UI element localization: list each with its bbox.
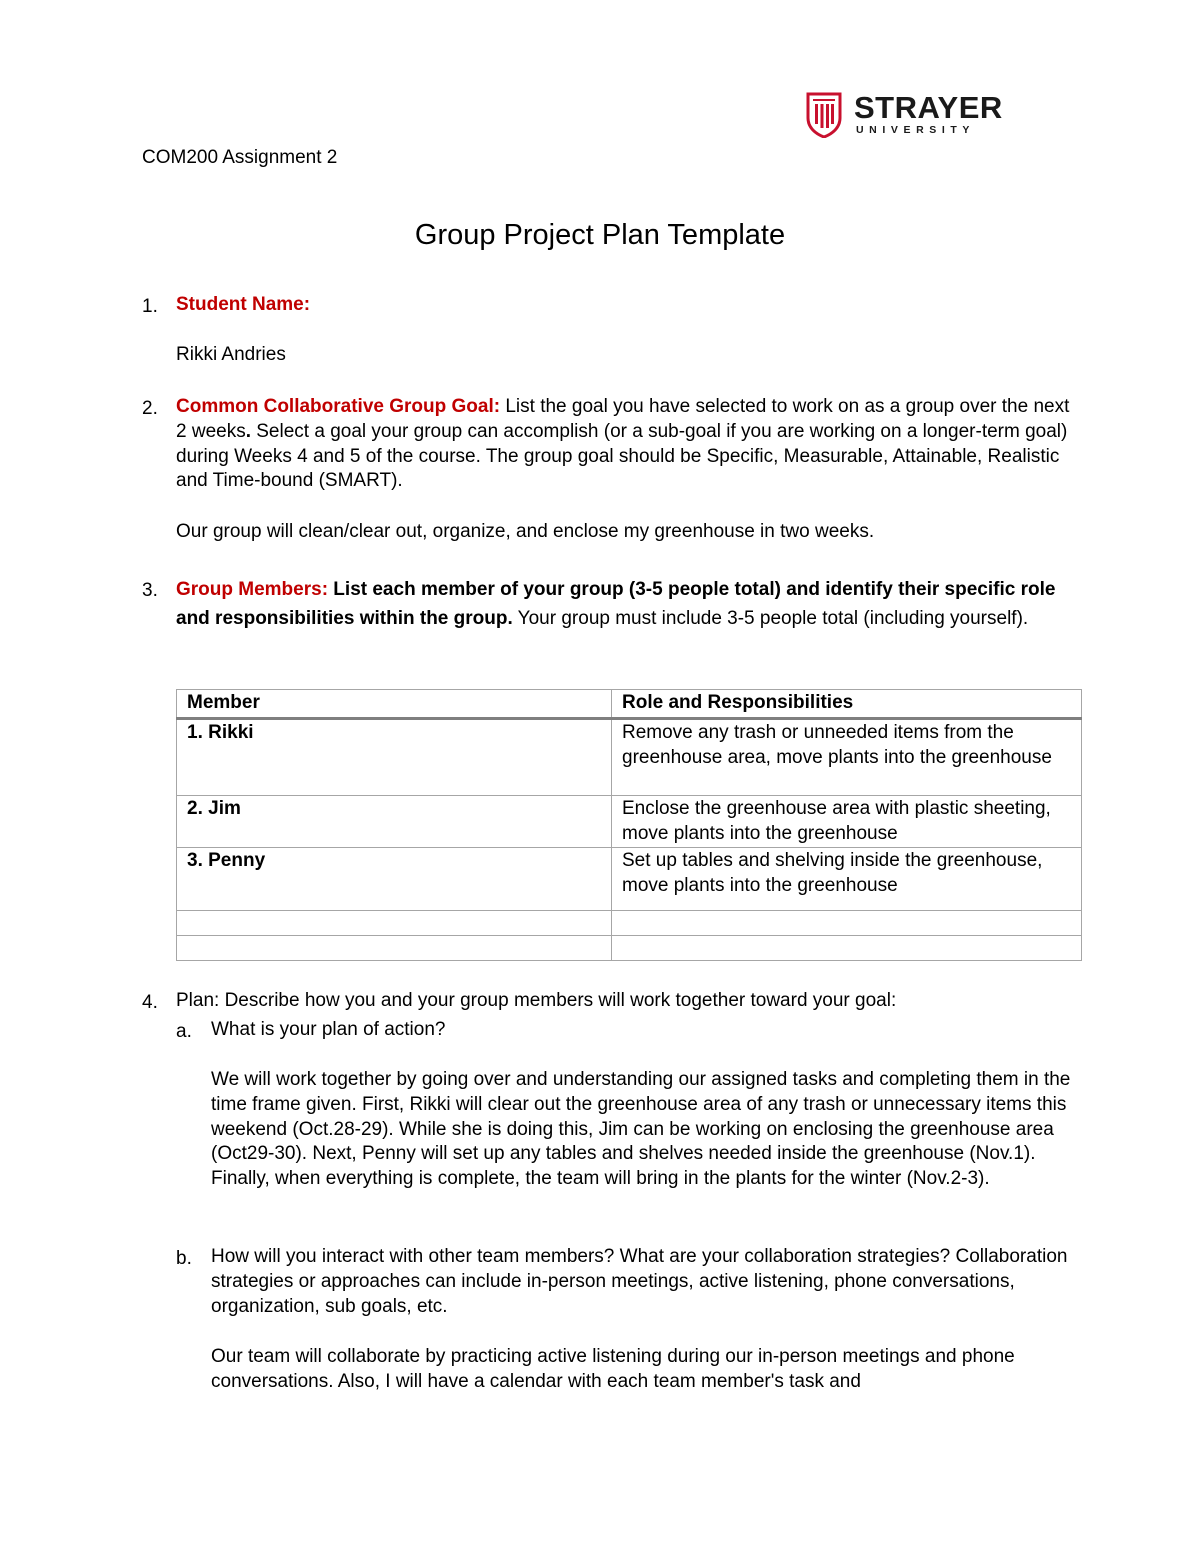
collaboration-answer: Our team will collaborate by practicing active listening during our in-person meetings and phone conversations. Also, I will have a calendar with each team member's task and xyxy=(211,1346,1015,1392)
shield-icon xyxy=(806,92,842,138)
section-2-instructions xyxy=(176,395,1076,494)
section-4-number: 4. xyxy=(142,992,158,1013)
student-name-heading: Student Name: xyxy=(176,294,311,315)
group-members-instructions: Your group must include 3-5 people total (including yourself). xyxy=(512,608,1029,629)
group-goal-heading: Common Collaborative Group Goal: xyxy=(176,396,501,417)
table-row xyxy=(177,936,1082,961)
goal-instructions-dot: . xyxy=(245,420,251,442)
section-1-heading xyxy=(176,293,1076,318)
group-members-heading: Group Members: xyxy=(176,579,329,600)
member-column-header: Member xyxy=(177,690,612,719)
member-cell: 3. Penny xyxy=(177,848,612,911)
role-cell: Remove any trash or unneeded items from the greenhouse area, move plants into the greenhouse xyxy=(612,718,1082,795)
section-2-number: 2. xyxy=(142,398,158,419)
table-row xyxy=(177,848,1082,911)
question-b-label: b. xyxy=(176,1248,192,1269)
role-cell xyxy=(612,936,1082,961)
table-row xyxy=(177,795,1082,848)
plan-of-action-answer: We will work together by going over and understanding our assigned tasks and completing them in the time frame given. First, Rikki will clear out the greenhouse area of any trash or unnecessary items this weekend (Oct.28-29). While she is doing this, Jim can be working on enclosing the greenhouse area (Oct29-30). Next, Penny will set up any tables and shelves needed inside the greenhouse (Nov.1). Finally, when everything is complete, the team will bring in the plants for the winter (Nov.2-3). xyxy=(211,1069,1071,1190)
section-3-instructions xyxy=(176,575,1076,633)
logo-name: STRAYER xyxy=(854,90,1003,125)
group-goal-answer: Our group will clean/clear out, organize, and enclose my greenhouse in two weeks. xyxy=(176,521,875,542)
table-header-row xyxy=(177,690,1082,719)
student-name-answer: Rikki Andries xyxy=(176,344,286,365)
question-b-text: How will you interact with other team members? What are your collaboration strategies? Collaboration strategies or approaches can include in-person meetings, active listening, phone conversations, organization, sub goals, etc. xyxy=(211,1246,1068,1317)
goal-instructions-2: Select a goal your group can accomplish (or a sub-goal if you are working on a longer-term goal) during Weeks 4 and 5 of the course. The group goal should be Specific, Measurable, Attainable, Realistic and Time-bound (SMART). xyxy=(176,420,1068,492)
member-cell xyxy=(177,936,612,961)
member-cell: 1. Rikki xyxy=(177,718,612,795)
goal-instructions-1: List the goal you have selected to work on as a group over the next 2 weeks xyxy=(176,396,1070,442)
role-column-header: Role and Responsibilities xyxy=(612,690,1082,719)
logo-subtitle: UNIVERSITY xyxy=(856,124,976,136)
member-cell: 2. Jim xyxy=(177,795,612,848)
table-row xyxy=(177,718,1082,795)
page-title: Group Project Plan Template xyxy=(414,219,786,251)
member-cell xyxy=(177,911,612,936)
role-cell: Set up tables and shelving inside the greenhouse, move plants into the greenhouse xyxy=(612,848,1082,911)
question-a-text: What is your plan of action? xyxy=(211,1019,446,1040)
role-cell: Enclose the greenhouse area with plastic sheeting, move plants into the greenhouse xyxy=(612,795,1082,848)
members-table xyxy=(176,689,1082,961)
question-a-label: a. xyxy=(176,1021,192,1042)
strayer-university-logo xyxy=(806,92,1016,142)
section-1-number: 1. xyxy=(142,296,158,317)
role-cell xyxy=(612,911,1082,936)
section-3-number: 3. xyxy=(142,580,158,601)
course-label: COM200 Assignment 2 xyxy=(142,147,338,168)
group-members-bold-instructions: List each member of your group (3-5 people total) and identify their specific role and responsibilities within the group. xyxy=(176,579,1056,629)
table-row xyxy=(177,911,1082,936)
plan-instructions: Plan: Describe how you and your group members will work together toward your goal: xyxy=(176,990,897,1011)
